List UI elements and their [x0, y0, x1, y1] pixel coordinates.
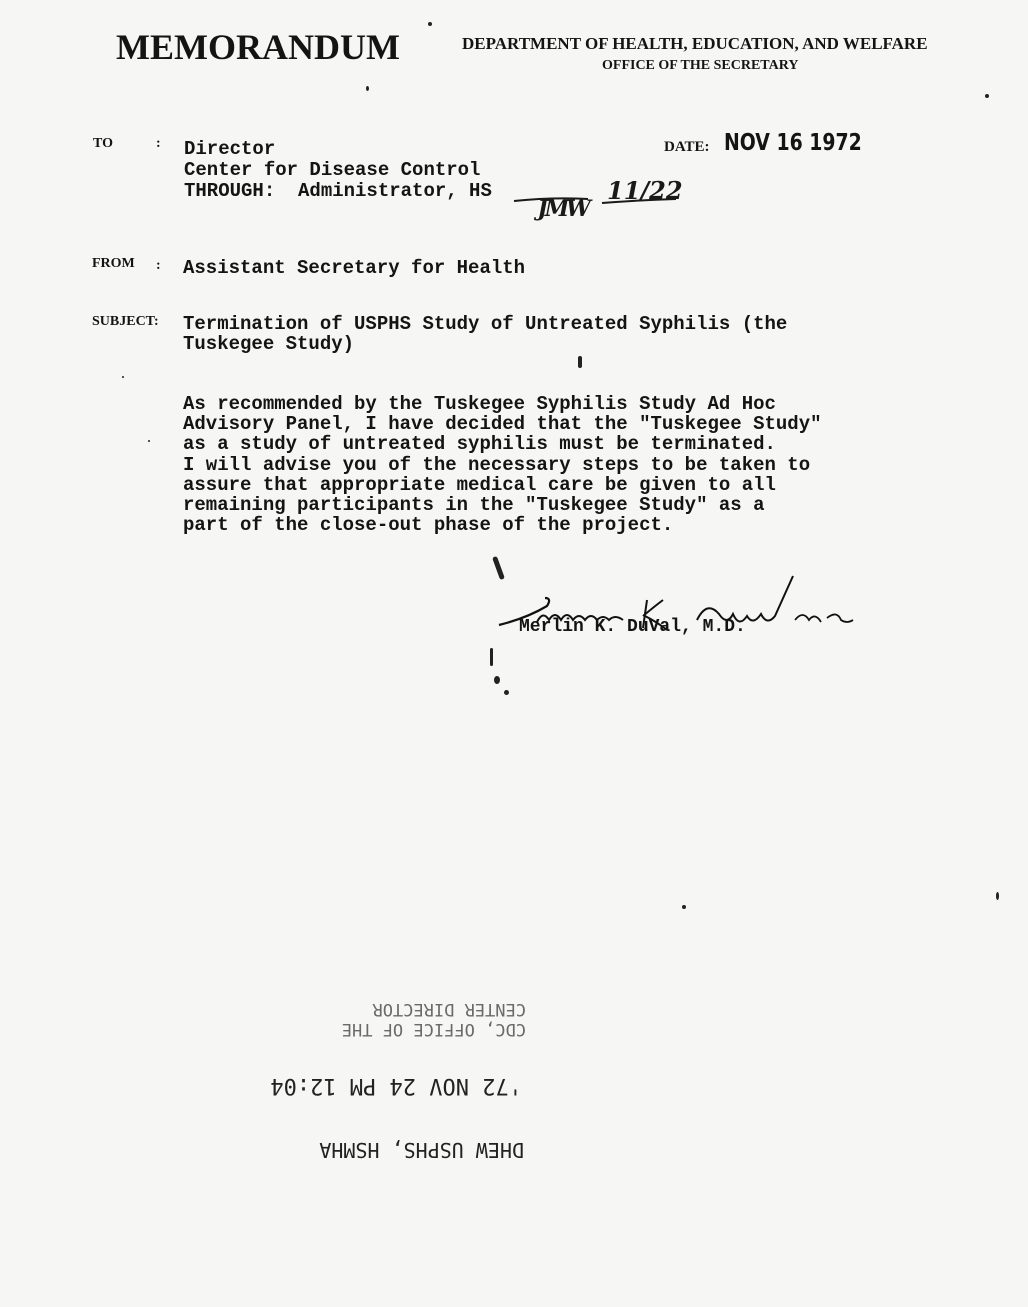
ink-speck — [682, 905, 686, 909]
ink-speck — [985, 94, 989, 98]
date-stamp: NOV 16 1972 — [724, 130, 862, 156]
subject-line1: Termination of USPHS Study of Untreated Syphilis (the — [183, 313, 788, 335]
subject-label: SUBJECT: — [92, 314, 159, 329]
initials-underline — [512, 195, 592, 205]
through-line: THROUGH: Administrator, HS — [184, 180, 492, 202]
to-line1: Director — [184, 138, 276, 160]
to-colon: : — [156, 136, 161, 151]
from-colon: : — [156, 258, 161, 273]
date-underline — [600, 197, 680, 207]
ink-speck — [366, 86, 369, 91]
memo-title: MEMORANDUM — [116, 27, 400, 67]
signature-handwritten — [478, 552, 867, 663]
from-label: FROM — [92, 256, 135, 271]
body-line-5: assure that appropriate medical care be given to all — [183, 474, 776, 496]
ink-speck — [148, 440, 150, 442]
stamp-agency-line: DHEW USPHS, HSMHA — [319, 1138, 524, 1162]
initials-text: JMW — [537, 196, 588, 222]
date-label: DATE: — [664, 139, 710, 155]
body-line-4: I will advise you of the necessary steps to be taken to — [183, 454, 811, 476]
ink-speck — [122, 376, 124, 378]
body-line-2: Advisory Panel, I have decided that the "Tuskegee Study" — [183, 413, 822, 435]
office-name: OFFICE OF THE SECRETARY — [602, 58, 799, 73]
subject-line2: Tuskegee Study) — [183, 333, 355, 355]
ink-speck — [578, 356, 582, 368]
signature-typed: Merlin K. DuVal, M.D. — [519, 617, 746, 637]
stamp-office-line: CDC, OFFICE OF THE — [341, 1019, 526, 1039]
ink-speck — [428, 22, 432, 26]
ink-speck — [996, 892, 999, 900]
to-line2: Center for Disease Control — [184, 159, 481, 181]
body-line-6: remaining participants in the "Tuskegee Study" as a — [183, 494, 765, 516]
stamp-director-line: CENTER DIRECTOR — [372, 999, 526, 1019]
department-name: DEPARTMENT OF HEALTH, EDUCATION, AND WELFARE — [462, 34, 928, 53]
stamp-date-line: '72 NOV 24 PM 12:04 — [270, 1073, 522, 1098]
ink-speck — [504, 690, 509, 695]
ink-speck — [490, 648, 493, 666]
from-value: Assistant Secretary for Health — [183, 257, 526, 279]
ink-speck — [494, 676, 500, 684]
to-label: TO — [93, 136, 113, 151]
received-stamp — [270, 999, 530, 1170]
body-line-1: As recommended by the Tuskegee Syphilis Study Ad Hoc — [183, 393, 776, 415]
body-line-3: as a study of untreated syphilis must be terminated. — [183, 433, 776, 455]
handwritten-date: 11/22 — [607, 176, 683, 205]
body-line-7: part of the close-out phase of the project. — [183, 514, 674, 536]
